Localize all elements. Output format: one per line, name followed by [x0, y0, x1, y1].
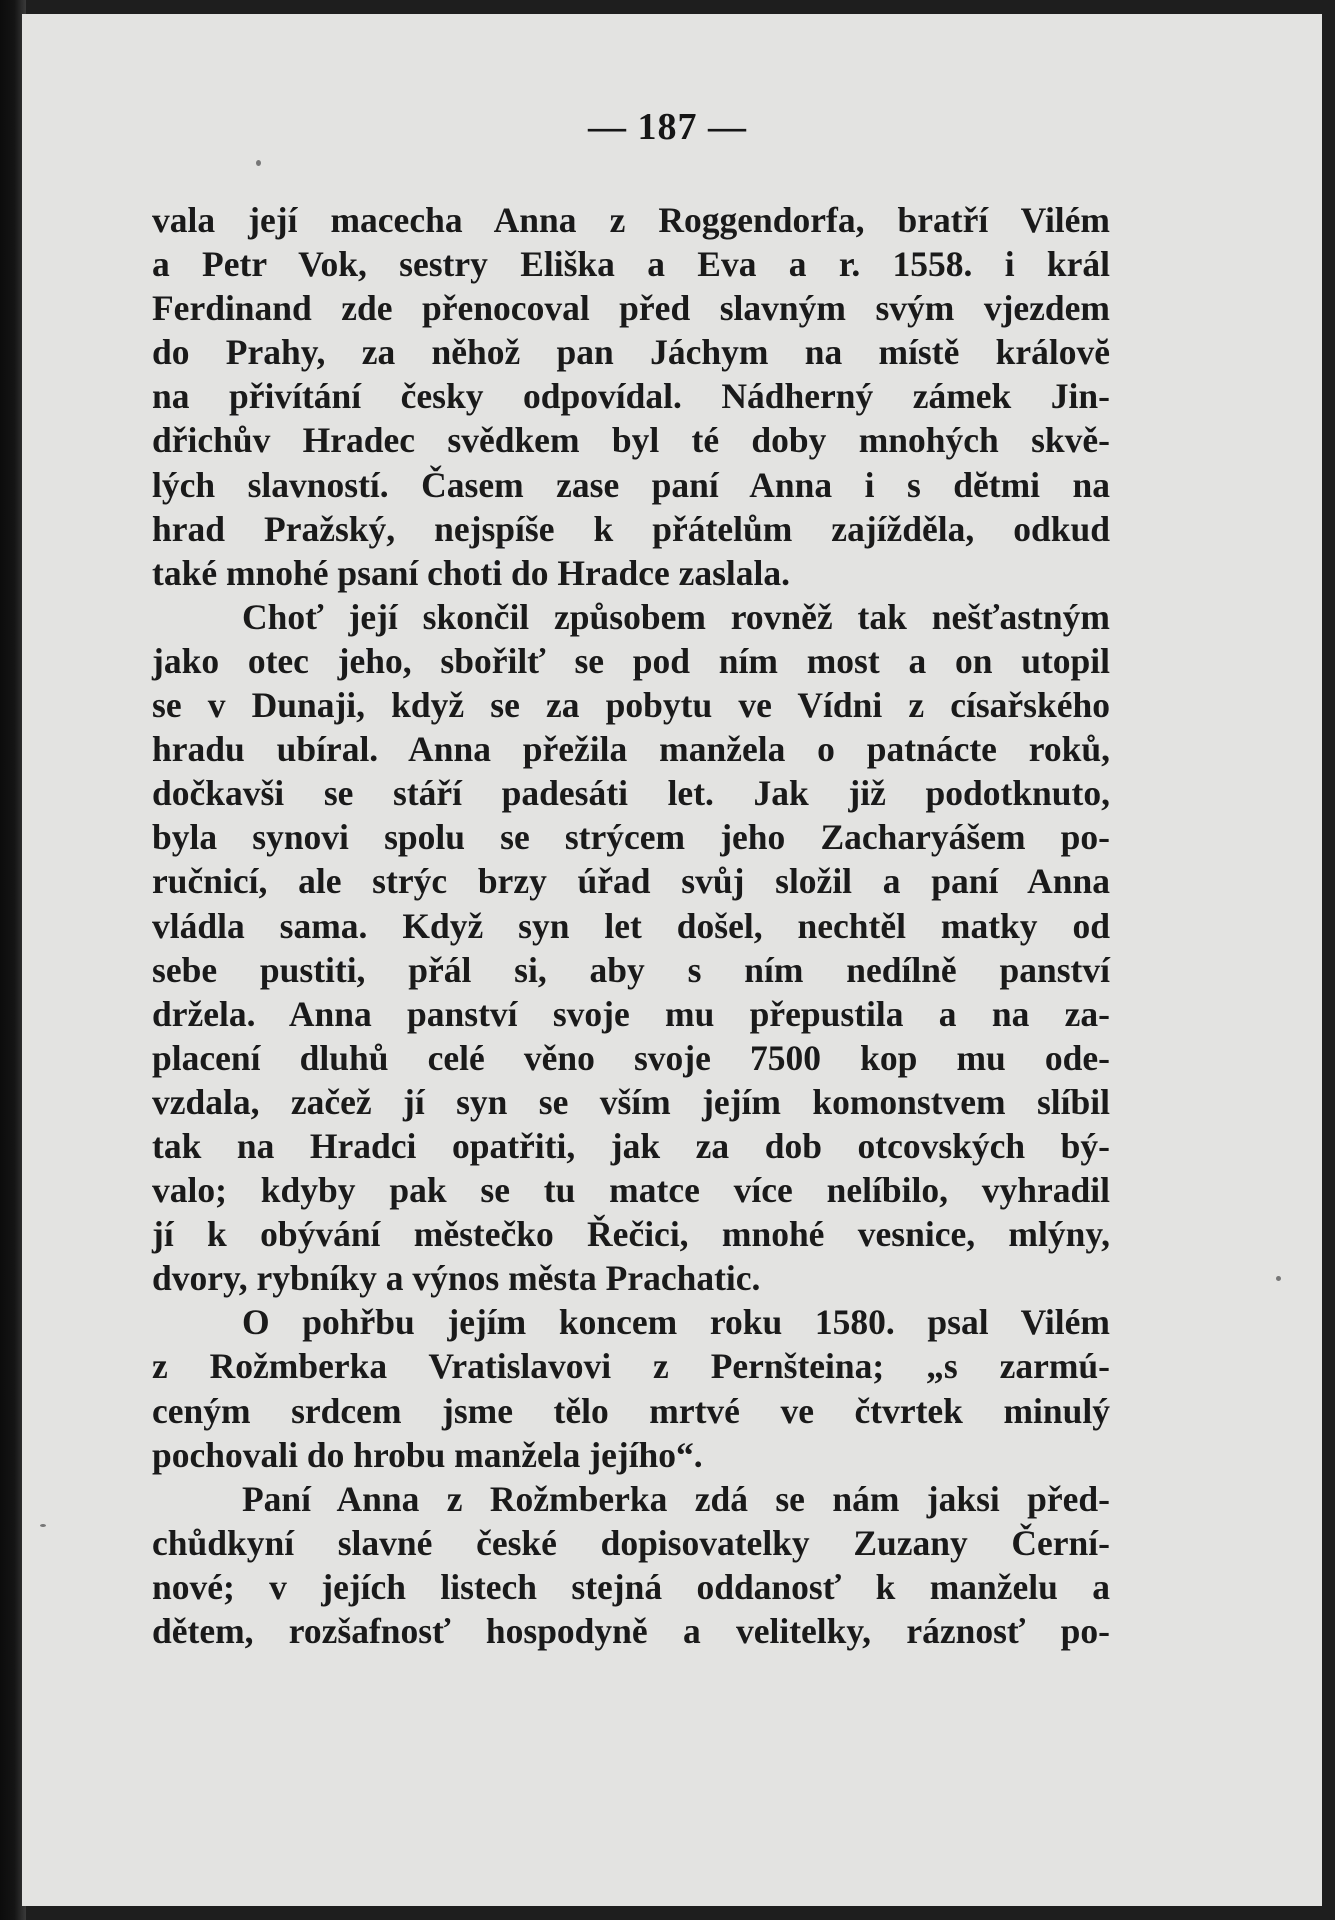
- text-line: hradu ubíral. Anna přežila manžela o patnácte roků,: [152, 729, 1110, 770]
- text-line: vala její macecha Anna z Roggendorfa, bratří Vilém: [152, 200, 1110, 240]
- text-line: držela. Anna panství svoje mu přepustila a na za-: [152, 993, 1110, 1034]
- text-line: dvory, rybníky a výnos města Prachatic.: [152, 1258, 761, 1299]
- text-line: byla synovi spolu se strýcem jeho Zacharyášem po-: [152, 817, 1110, 858]
- text-line: pochovali do hrobu manžela jejího“.: [152, 1434, 703, 1475]
- paragraph-1: [152, 198, 1110, 595]
- text-line: z Rožmberka Vratislavovi z Pernšteina; „s zarmú-: [152, 1346, 1110, 1387]
- dust-speck: [40, 1524, 46, 1527]
- text-line: nové; v jejích listech stejná oddanosť k manželu a: [152, 1566, 1110, 1607]
- text-line: Ferdinand zde přenocoval před slavným svým vjezdem: [152, 288, 1110, 329]
- text-line: také mnohé psaní choti do Hradce zaslala.: [152, 552, 791, 593]
- text-line: dětem, rozšafnosť hospodyně a velitelky, ráznosť po-: [152, 1611, 1110, 1651]
- body-text: [152, 198, 1110, 1653]
- text-line: se v Dunaji, když se za pobytu ve Vídni z císařského: [152, 685, 1110, 726]
- text-line: jako otec jeho, sbořilť se pod ním most a on utopil: [152, 640, 1110, 681]
- text-line: Choť její skončil způsobem rovněž tak nešťastným: [242, 596, 1110, 637]
- text-line: sebe pustiti, přál si, aby s ním nedílně panství: [152, 949, 1110, 990]
- dust-speck: [1276, 1276, 1281, 1281]
- text-line: valo; kdyby pak se tu matce více nelíbilo, vyhradil: [152, 1170, 1110, 1211]
- paragraph-3: [152, 1300, 1110, 1476]
- text-line: O pohřbu jejím koncem roku 1580. psal Vilém: [242, 1302, 1110, 1343]
- text-line: chůdkyní slavné české dopisovatelky Zuzany Černí-: [152, 1522, 1110, 1563]
- text-line: dočkavši se stáří padesáti let. Jak již podotknuto,: [152, 773, 1110, 814]
- text-line: Paní Anna z Rožmberka zdá se nám jaksi před-: [242, 1478, 1110, 1519]
- text-line: a Petr Vok, sestry Eliška a Eva a r. 1558. i král: [152, 244, 1110, 285]
- paragraph-4: [152, 1477, 1110, 1653]
- text-line: ceným srdcem jsme tělo mrtvé ve čtvrtek minulý: [152, 1390, 1110, 1431]
- text-line: vládla sama. Když syn let došel, nechtěl matky od: [152, 905, 1110, 946]
- text-line: placení dluhů celé věno svoje 7500 kop mu ode-: [152, 1037, 1110, 1078]
- page-number-header: — 187 —: [588, 106, 747, 148]
- text-line: lých slavností. Časem zase paní Anna i s dĕtmi na: [152, 464, 1110, 505]
- text-line: vzdala, začež jí syn se vším jejím komonstvem slíbil: [152, 1081, 1110, 1122]
- paragraph-2: [152, 595, 1110, 1301]
- text-line: ručnicí, ale strýc brzy úřad svůj složil a paní Anna: [152, 861, 1110, 902]
- text-line: na přivítání česky odpovídal. Nádherný zámek Jin-: [152, 376, 1110, 417]
- text-line: hrad Pražský, nejspíše k přátelům zajížděla, odkud: [152, 508, 1110, 549]
- text-line: tak na Hradci opatřiti, jak za dob otcovských bý-: [152, 1125, 1110, 1166]
- text-line: dřichův Hradec svědkem byl té doby mnohých skvě-: [152, 420, 1110, 461]
- dust-speck: [256, 160, 261, 166]
- text-line: jí k obývání městečko Řečici, mnohé vesnice, mlýny,: [152, 1214, 1110, 1255]
- text-line: do Prahy, za něhož pan Jáchym na místě královĕ: [152, 332, 1110, 373]
